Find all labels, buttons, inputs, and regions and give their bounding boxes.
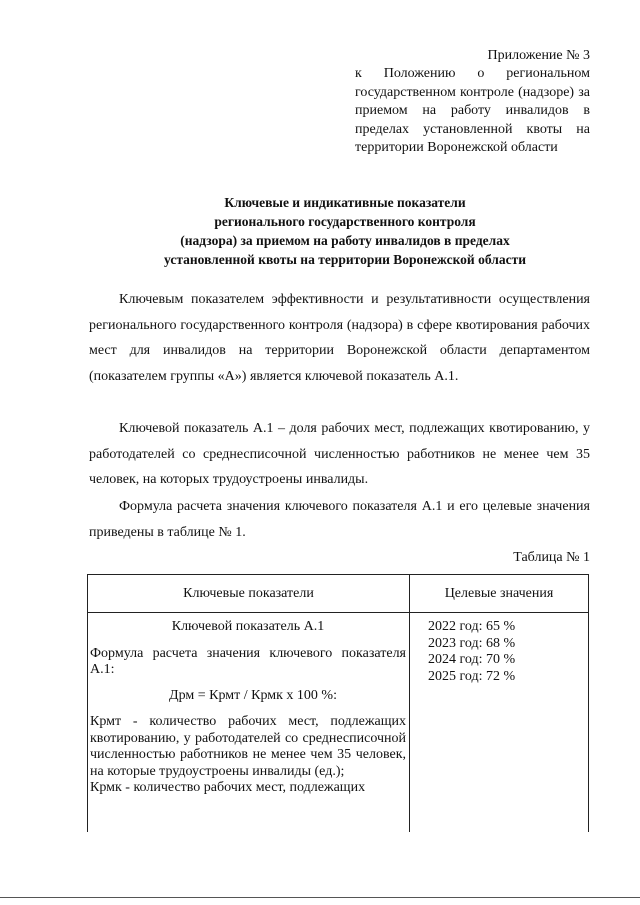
paragraph-indicator-definition: Ключевой показатель А.1 – доля рабочих мест, подлежащих квотированию, у работодателей со среднесписочной численностью работников не менее чем 35 человек, на которых трудоустроены инвалиды. bbox=[89, 421, 590, 487]
table-cell-indicator bbox=[90, 619, 406, 797]
table-header-divider bbox=[88, 612, 588, 613]
target-value: 2024 год: 70 % bbox=[428, 652, 516, 667]
heading-line: установленной квоты на территории Воронежской области bbox=[164, 252, 526, 267]
definition-krmt: Крмт - количество рабочих мест, подлежащих квотированию, у работодателей со среднесписочной численностью работников не менее чем 35 человек, на которые трудоустроены инвалиды (ед.); bbox=[90, 714, 406, 779]
table-cell-targets bbox=[428, 619, 515, 685]
target-value: 2022 год: 65 % bbox=[428, 619, 516, 634]
table-header-key-indicators: Ключевые показатели bbox=[183, 585, 314, 601]
appendix-body: к Положению о региональном государственном контроле (надзоре) за приемом на работу инвалидов в пределах установленной квоты на территории Воронежской области bbox=[355, 66, 590, 156]
paragraph-formula-reference: Формула расчета значения ключевого показателя А.1 и его целевые значения приведены в таблице № 1. bbox=[89, 499, 590, 540]
table-label: Таблица № 1 bbox=[513, 550, 590, 565]
table-header-target-values: Целевые значения bbox=[444, 585, 554, 601]
indicators-table bbox=[87, 574, 589, 832]
heading-line: Ключевые и индикативные показатели bbox=[224, 195, 466, 210]
paragraph-key-indicator: Ключевым показателем эффективности и результативности осуществления регионального государственного контроля (надзора) в сфере квотирования рабочих мест для инвалидов на территории Воронежской области департаментом (показателем группы «А») является ключевой показатель А.1. bbox=[89, 292, 590, 384]
target-value: 2025 год: 72 % bbox=[428, 668, 516, 684]
table-column-divider bbox=[409, 575, 410, 832]
document-heading bbox=[110, 193, 580, 269]
formula: Дрм = Крмт / Крмк х 100 %: bbox=[169, 687, 337, 703]
target-value: 2023 год: 68 % bbox=[428, 635, 516, 651]
indicator-title: Ключевой показатель А.1 bbox=[171, 619, 325, 634]
appendix-block bbox=[355, 47, 590, 157]
heading-line: регионального государственного контроля bbox=[214, 214, 476, 229]
definition-krmk: Крмк - количество рабочих мест, подлежащих bbox=[90, 780, 366, 795]
heading-line: (надзора) за приемом на работу инвалидов в пределах bbox=[180, 233, 510, 248]
appendix-title: Приложение № 3 bbox=[487, 48, 590, 63]
formula-intro: Формула расчета значения ключевого показателя А.1: bbox=[90, 645, 406, 677]
page-bottom-rule bbox=[0, 897, 640, 898]
